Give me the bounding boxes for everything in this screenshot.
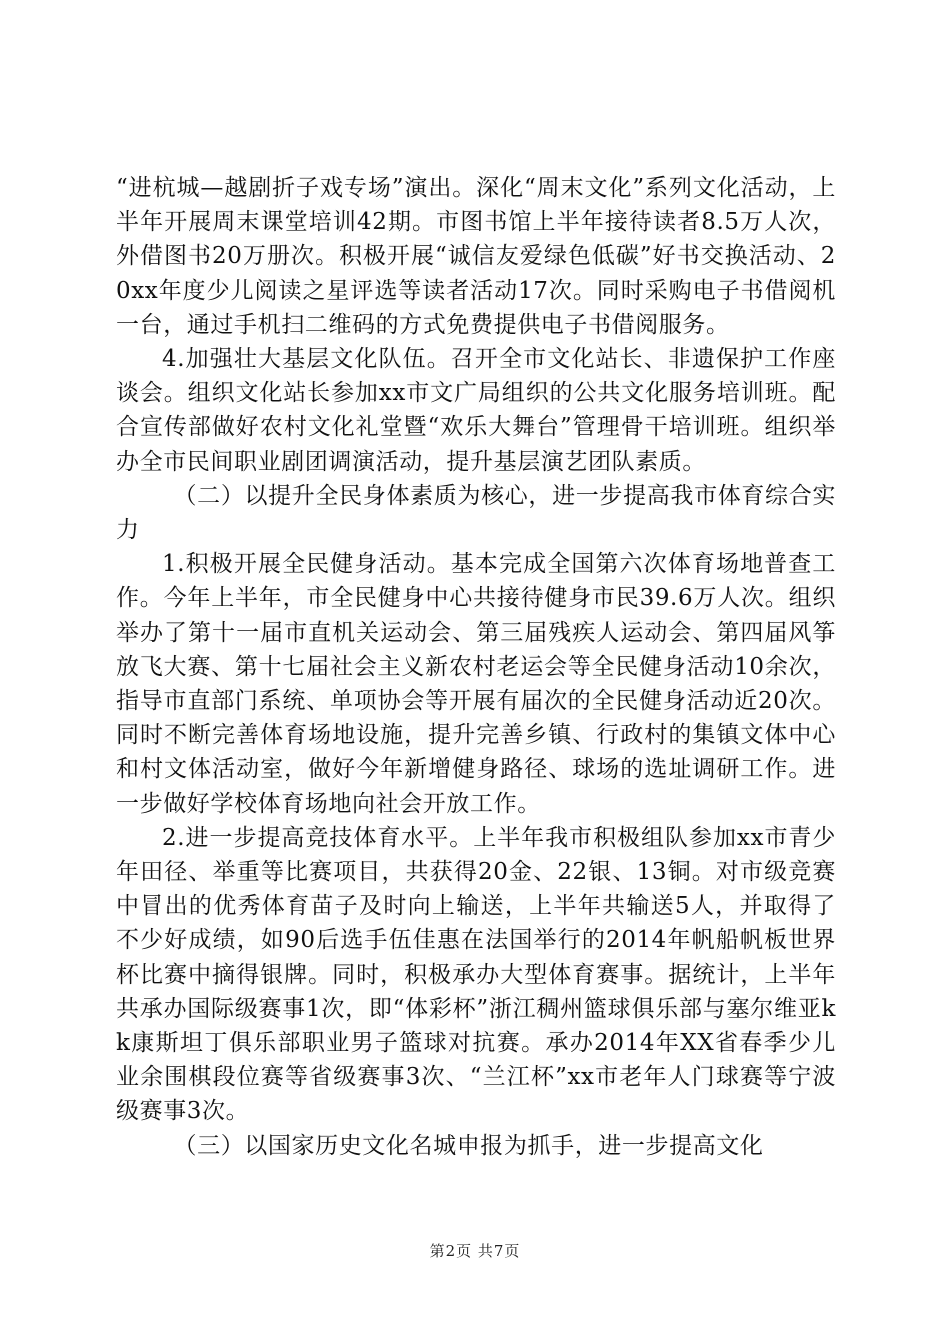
paragraph-competitive-sports: 2.进一步提高竞技体育水平。上半年我市积极组队参加xx市青少年田径、举重等比赛项目，共获得20金、22银、13铜。对市级竞赛中冒出的优秀体育苗子及时向上输送，上半年共输送5人，并取得了不少好成绩，如90后选手伍佳惠在法国举行的2014年帆船帆板世界杯比赛中摘得银牌。同时，积极承办大型体育赛事。据统计，上半年共承办国际级赛事1次，即“体彩杯”浙江稠州篮球俱乐部与塞尔维亚kk康斯坦丁俱乐部职业男子篮球对抗赛。承办2014年XX省春季少儿业余围棋段位赛等省级赛事3次、“兰江杯”xx市老年人门球赛等宁波级赛事3次。 <box>116 824 836 1125</box>
paragraph-grassroots-team: 4.加强壮大基层文化队伍。召开全市文化站长、非遗保护工作座谈会。组织文化站长参加xx市文广局组织的公共文化服务培训班。配合宣传部做好农村文化礼堂暨“欢乐大舞台”管理骨干培训班。组织举办全市民间职业剧团调演活动，提升基层演艺团队素质。 <box>116 346 836 475</box>
page-number-footer: 第2页 共7页 <box>429 1242 521 1260</box>
paragraph-fitness-activities: 1.积极开展全民健身活动。基本完成全国第六次体育场地普查工作。今年上半年，市全民健身中心共接待健身市民39.6万人次。组织举办了第十一届市直机关运动会、第三届残疾人运动会、第四届风筝放飞大赛、第十七届社会主义新农村老运会等全民健身活动10余次，指导市直部门系统、单项协会等开展有届次的全民健身活动近20次。同时不断完善体育场地设施，提升完善乡镇、行政村的集镇文体中心和村文体活动室，做好今年新增健身路径、球场的选址调研工作。进一步做好学校体育场地向社会开放工作。 <box>116 551 836 817</box>
page-body <box>116 171 836 1163</box>
paragraph-cultural-activities: “进杭城—越剧折子戏专场”演出。深化“周末文化”系列文化活动，上半年开展周末课堂培训42期。市图书馆上半年接待读者8.5万人次，外借图书20万册次。积极开展“诚信友爱绿色低碳”好书交换活动、20xx年度少儿阅读之星评选等读者活动17次。同时采购电子书借阅机一台，通过手机扫二维码的方式免费提供电子书借阅服务。 <box>116 175 836 338</box>
section-heading-historic-city: （三）以国家历史文化名城申报为抓手，进一步提高文化 <box>173 1132 764 1159</box>
section-heading-sports: （二）以提升全民身体素质为核心，进一步提高我市体育综合实力 <box>116 482 836 544</box>
